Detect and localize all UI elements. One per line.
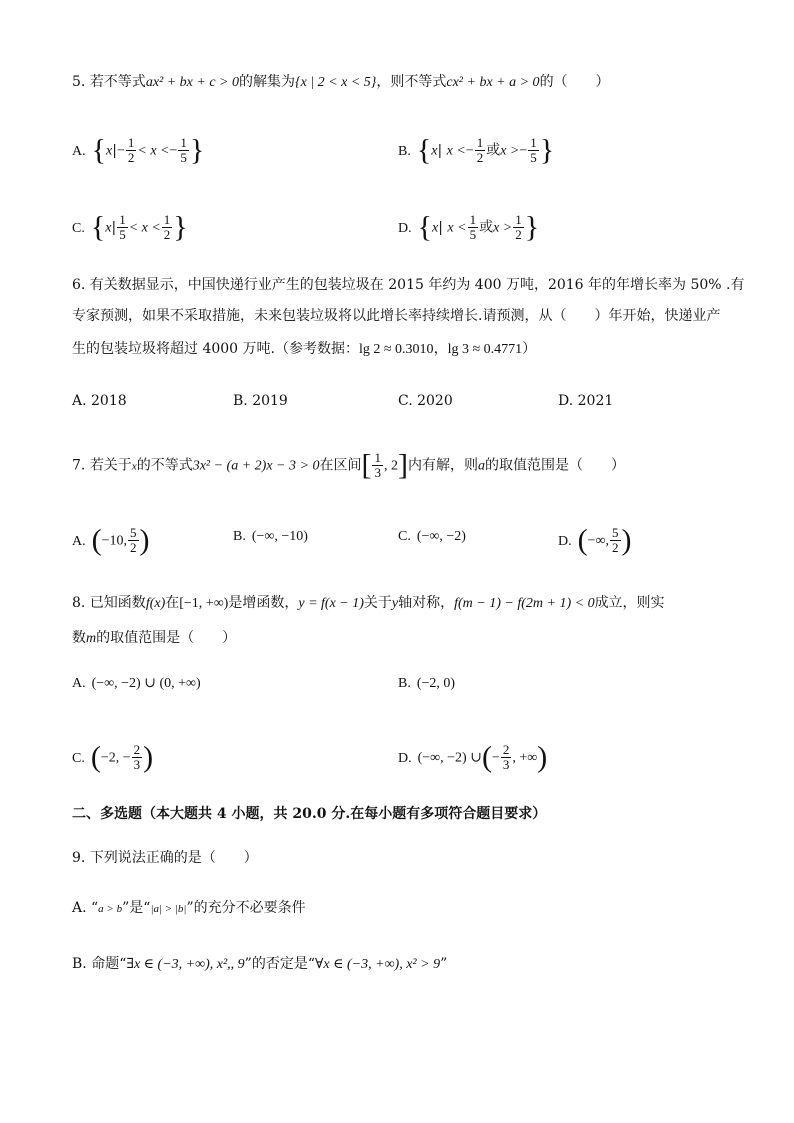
q8-stem-line1: 8. 已知函数f(x)在[−1, +∞)是增函数，y = f(x − 1)关于y轴对称，f(m − 1) − f(2m + 1) < 0成立，则实 bbox=[72, 595, 665, 611]
q6-lg2: lg 2 ≈ 0.3010 bbox=[358, 342, 434, 357]
q5-stem: 5. 若不等式ax² + bx + c > 0的解集为{x | 2 < x < 5}，则不等式cx² + bx + a > 0的（ ） bbox=[72, 74, 610, 90]
q5-option-b[interactable]: B. {x| x <− $\frac{1}{2}$ 或x >− $\frac{1}{5}$ } bbox=[398, 133, 555, 167]
q8-option-c[interactable]: C. (−2, − $\frac{2}{3}$ ) bbox=[72, 740, 154, 774]
q6-option-a[interactable]: A. 2018 bbox=[72, 393, 127, 409]
q9-option-a[interactable]: A. “a > b”是“|a| > |b|”的充分不必要条件 bbox=[72, 900, 306, 916]
q7-option-b[interactable]: B. (−∞, −10) bbox=[233, 529, 308, 544]
q7-option-c[interactable]: C. (−∞, −2) bbox=[398, 529, 466, 544]
q6-line2: 专家预测，如果不采取措施，未来包装垃圾将以此增长率持续增长.请预测，从（ ）年开始，快递业产 bbox=[72, 308, 721, 324]
section-heading-multiple-choice: 二、多选题（本大题共 4 小题，共 20.0 分.在每小题有多项符合题目要求） bbox=[72, 806, 547, 822]
q9-option-b[interactable]: B. 命题“∃x ∈ (−3, +∞), x²,, 9”的否定是“∀x ∈ (−3, +∞), x² > 9” bbox=[72, 956, 448, 972]
q6-line3: 生的包装垃圾将超过 4000 万吨.（参考数据：lg 2 ≈ 0.3010，lg 3 ≈ 0.4771） bbox=[72, 341, 537, 357]
q6-option-b[interactable]: B. 2019 bbox=[233, 393, 288, 409]
q8-condition: f(m − 1) − f(2m + 1) < 0 bbox=[454, 596, 595, 611]
q5-option-d[interactable]: D. {x| x < $\frac{1}{5}$ 或x > $\frac{1}{2}$ } bbox=[398, 210, 540, 244]
q7-option-d[interactable]: D. (−∞, $\frac{5}{2}$ ) bbox=[558, 523, 632, 557]
q5-option-c[interactable]: C. {x| $\frac{1}{5}$ < x < $\frac{1}{2}$ } bbox=[72, 210, 188, 244]
q6-option-c[interactable]: C. 2020 bbox=[398, 393, 453, 409]
q8-option-d[interactable]: D. (−∞, −2) ∪(− $\frac{2}{3}$ , +∞) bbox=[398, 740, 548, 774]
q7-option-a[interactable]: A. (−10, $\frac{5}{2}$ ) bbox=[72, 523, 150, 557]
q6-line1: 6. 有关数据显示，中国快递行业产生的包装垃圾在 2015 年约为 400 万吨，2016 年的年增长率为 50% .有 bbox=[72, 277, 745, 293]
q5-solution-set: {x | 2 < x < 5} bbox=[295, 75, 377, 90]
q6-lg3: lg 3 ≈ 0.4771 bbox=[447, 342, 523, 357]
q5-option-a[interactable]: A. {x|− $\frac{1}{2}$ < x <− $\frac{1}{5}$ } bbox=[72, 133, 205, 167]
q8-option-a[interactable]: A. (−∞, −2) ∪ (0, +∞) bbox=[72, 676, 201, 691]
q8-option-b[interactable]: B. (−2, 0) bbox=[398, 676, 456, 691]
q9-stem: 9. 下列说法正确的是（ ） bbox=[72, 850, 258, 866]
q7-ineq: 3x² − (a + 2)x − 3 > 0 bbox=[192, 458, 320, 474]
q8-interval: [−1, +∞) bbox=[179, 596, 229, 611]
q7-stem: 7. 若关于x的不等式3x² − (a + 2)x − 3 > 0在区间[ $\frac{1}{3}$ , 2]内有解，则a的取值范围是（ ） bbox=[72, 448, 625, 482]
q5-ineq2: cx² + bx + a > 0 bbox=[446, 75, 540, 90]
q5-ineq1: ax² + bx + c > 0 bbox=[145, 75, 239, 90]
q6-option-d[interactable]: D. 2021 bbox=[558, 393, 614, 409]
q8-stem-line2: 数m的取值范围是（ ） bbox=[72, 630, 237, 646]
